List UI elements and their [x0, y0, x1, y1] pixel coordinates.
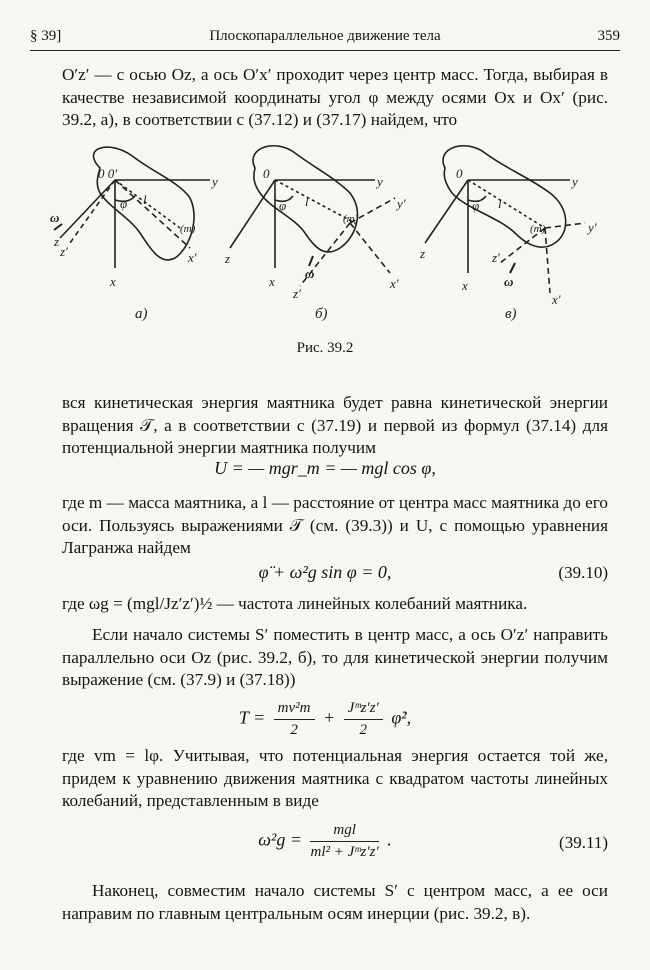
- origin-label-a: 0 0′: [98, 166, 118, 181]
- phi-label-b: φ: [279, 198, 287, 213]
- paragraph-6: где vm = lφ. Учитывая, что потенциальная энергия остается той же, придем к уравнению движения маятника с квадратом частоты линейных колебаний, представленным в виде: [62, 746, 608, 810]
- eq3-lhs: T =: [238, 707, 266, 728]
- section-ref: § 39]: [30, 28, 62, 44]
- omega-label-a: ω: [50, 210, 60, 225]
- page-title: Плоскопараллельное движение тела: [209, 28, 441, 44]
- equation-39-11: [0, 822, 650, 861]
- eq3-plus: +: [323, 707, 336, 728]
- omega-label-c: ω: [504, 274, 514, 289]
- y-label-b: y: [377, 174, 383, 189]
- panel-c: [419, 146, 597, 322]
- axis-x-prime-c: [545, 228, 550, 293]
- paragraph-5: Если начало системы S′ поместить в центр масс, а ось O′z′ направить параллельно оси Oz (рис. 39.2, б), то для кинетической энергии получим выражение (см. (37.9) и (37.18)): [62, 625, 608, 689]
- z-label-c: z: [420, 246, 426, 261]
- l-label-b: l: [305, 194, 309, 209]
- panel-b: [224, 146, 406, 322]
- y-prime-label-c: y′: [588, 220, 597, 235]
- m-label-a: (m): [180, 223, 196, 235]
- m-label-c: (m): [530, 223, 546, 235]
- x-prime-label-b: x′: [390, 276, 399, 291]
- y-label-a: y: [212, 174, 218, 189]
- eq4-den: ml² + Jᵐz′z′: [310, 844, 379, 860]
- x-label-a: x: [110, 274, 116, 289]
- z-label-b: z: [225, 251, 231, 266]
- page-number: 359: [597, 28, 620, 44]
- axis-x-prime-b: [350, 223, 390, 273]
- eq3-den1: 2: [290, 722, 298, 738]
- x-prime-label-a: x′: [188, 250, 197, 265]
- eq3-num2: Jᵐz′z′: [344, 700, 383, 720]
- origin-label-b: 0: [263, 166, 270, 181]
- l-label-a: l: [143, 192, 147, 207]
- paragraph-1: O′z′ — с осью Oz, а ось O′x′ проходит через центр масс. Тогда, выбирая в качестве независимой координаты угол φ между осями Ox и Ox′ (рис. 39.2, a), в соответствии с (37.12) и (37.17) найдем, что: [62, 65, 608, 129]
- phi-label-a: φ: [120, 196, 128, 211]
- eq3-frac2: [344, 700, 383, 739]
- z-prime-label-a: z′: [60, 244, 68, 259]
- m-label-b: (m): [343, 213, 359, 225]
- axis-x-prime-a: [115, 180, 190, 248]
- eq3-den2: 2: [359, 722, 367, 738]
- omega-arrow-c: [510, 263, 515, 273]
- figure-caption: Рис. 39.2: [296, 340, 354, 356]
- eq4-lhs: ω²g =: [258, 829, 302, 850]
- equation-potential: U = — mgr_m = — mgl cos φ,: [214, 458, 436, 478]
- phi-label-c: φ: [472, 198, 480, 213]
- equation-number-39-11: (39.11): [559, 833, 608, 852]
- eq4-frac: [310, 822, 378, 861]
- axis-z-c: [425, 180, 468, 243]
- z-prime-label-b: z′: [293, 286, 301, 301]
- x-label-b: x: [269, 274, 275, 289]
- panel-label-a: a): [135, 306, 148, 322]
- l-label-c: l: [498, 196, 502, 211]
- y-prime-label-b: y′: [397, 196, 406, 211]
- pendulum-body-c: [443, 146, 566, 247]
- x-prime-label-c: x′: [552, 292, 561, 307]
- eq4-num: mgl: [310, 822, 378, 842]
- paragraph-4: где ωg = (mgl/Jz′z′)½ — частота линейных колебаний маятника.: [62, 594, 528, 613]
- equation-39-10: φ̈ + ω²g sin φ = 0,: [258, 562, 392, 582]
- figure-39-2: [40, 138, 620, 338]
- eq3-frac1: [274, 700, 315, 739]
- panel-label-b: б): [315, 306, 328, 322]
- z-label-a: z: [54, 234, 60, 249]
- panel-a: [50, 147, 218, 322]
- panel-label-c: в): [505, 306, 517, 322]
- eq4-tail: .: [387, 829, 392, 850]
- axis-z-a: [60, 180, 115, 238]
- eq3-num1: mv²m: [274, 700, 315, 720]
- paragraph-3: где m — масса маятника, а l — расстояние от центра масс маятника до его оси. Пользуясь выражениями 𝒯 (см. (39.3)) и U, с помощью уравнения Лагранжа найдем: [62, 493, 608, 557]
- omega-label-b: ω: [305, 266, 315, 281]
- origin-label-c: 0: [456, 166, 463, 181]
- equation-kinetic: [0, 700, 650, 739]
- paragraph-7: Наконец, совместим начало системы S′ с центром масс, а ее оси направим по главным центральным осям инерции (рис. 39.2, в).: [62, 881, 608, 923]
- omega-arrow-b: [309, 256, 313, 266]
- eq3-tail: φ̇²,: [391, 707, 412, 728]
- arm-l-c: [468, 180, 545, 228]
- running-header: [30, 28, 620, 51]
- x-label-c: x: [462, 278, 468, 293]
- z-prime-label-c: z′: [492, 250, 500, 265]
- axis-z-b: [230, 180, 275, 248]
- axis-z-prime-a: [70, 180, 115, 243]
- y-label-c: y: [572, 174, 578, 189]
- equation-number-39-10: (39.10): [558, 563, 608, 582]
- paragraph-2: вся кинетическая энергия маятника будет равна кинетической энергии вращения 𝒯, а в соответствии с (37.19) и первой из формул (37.14) для потенциальной энергии маятника получим: [62, 393, 608, 457]
